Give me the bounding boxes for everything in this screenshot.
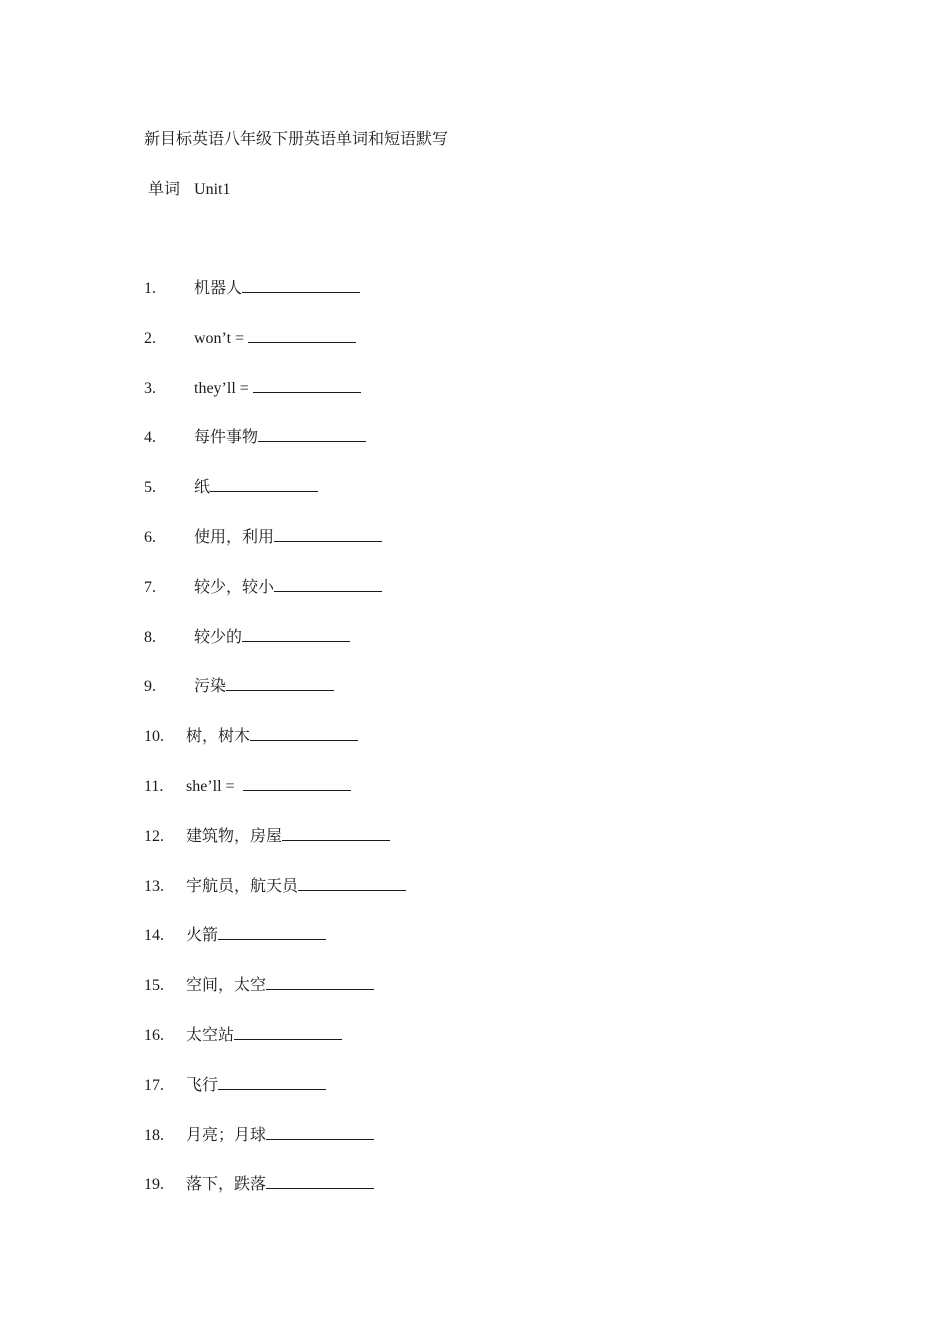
page-title: 新目标英语八年级下册英语单词和短语默写 <box>144 131 449 148</box>
list-item <box>144 1073 406 1123</box>
section-label: 单词 <box>148 181 181 198</box>
item-prompt: 太空站 <box>186 1026 235 1044</box>
item-prompt: 宇航员，航天员 <box>186 877 299 895</box>
answer-blank[interactable] <box>243 774 351 791</box>
answer-blank[interactable] <box>258 425 366 442</box>
answer-blank[interactable] <box>266 973 374 990</box>
answer-blank[interactable] <box>234 1023 342 1040</box>
item-prompt: 纸 <box>194 479 211 497</box>
answer-blank[interactable] <box>282 824 390 841</box>
item-prompt: 月亮；月球 <box>186 1126 267 1144</box>
vocabulary-list <box>144 276 406 1222</box>
item-number: 6. <box>144 528 156 546</box>
list-item <box>144 376 406 426</box>
item-prompt: 落下，跌落 <box>186 1176 267 1194</box>
list-item <box>144 475 406 525</box>
unit-label: Unit1 <box>194 181 231 198</box>
item-prompt: 较少的 <box>194 628 243 646</box>
item-number: 7. <box>144 578 156 596</box>
item-number: 12. <box>144 827 164 845</box>
item-number: 13. <box>144 877 164 895</box>
answer-blank[interactable] <box>242 276 360 293</box>
answer-blank[interactable] <box>298 874 406 891</box>
list-item <box>144 525 406 575</box>
answer-blank[interactable] <box>253 376 361 393</box>
item-prompt: 机器人 <box>194 280 243 297</box>
answer-blank[interactable] <box>242 625 350 642</box>
answer-blank[interactable] <box>266 1123 374 1140</box>
answer-blank[interactable] <box>266 1172 374 1189</box>
item-number: 4. <box>144 429 156 447</box>
list-item <box>144 1123 406 1173</box>
list-item <box>144 774 406 824</box>
item-number: 10. <box>144 728 164 746</box>
item-prompt: 污染 <box>194 678 227 696</box>
item-prompt: she’ll = <box>186 777 243 795</box>
section-heading <box>148 176 230 199</box>
item-number: 8. <box>144 628 156 646</box>
item-number: 5. <box>144 479 156 497</box>
item-prompt: they’ll = <box>194 379 253 397</box>
item-prompt: 较少，较小 <box>194 578 275 596</box>
answer-blank[interactable] <box>250 724 358 741</box>
list-item <box>144 1023 406 1073</box>
list-item <box>144 326 406 376</box>
item-number: 11. <box>144 777 164 795</box>
list-item <box>144 973 406 1023</box>
item-number: 2. <box>144 329 156 347</box>
list-item <box>144 575 406 625</box>
item-prompt: 火箭 <box>186 927 219 945</box>
list-item <box>144 625 406 675</box>
list-item <box>144 674 406 724</box>
answer-blank[interactable] <box>226 674 334 691</box>
answer-blank[interactable] <box>218 1073 326 1090</box>
list-item <box>144 824 406 874</box>
item-number: 1. <box>144 280 156 297</box>
item-prompt: 每件事物 <box>194 429 259 447</box>
item-prompt: won’t = <box>194 329 249 347</box>
item-prompt: 飞行 <box>186 1076 219 1094</box>
item-number: 18. <box>144 1126 164 1144</box>
list-item <box>144 1172 406 1222</box>
item-number: 14. <box>144 927 164 945</box>
list-item <box>144 276 406 326</box>
item-prompt: 建筑物，房屋 <box>186 827 283 845</box>
answer-blank[interactable] <box>210 475 318 492</box>
item-number: 9. <box>144 678 156 696</box>
answer-blank[interactable] <box>274 525 382 542</box>
item-number: 19. <box>144 1176 164 1194</box>
item-prompt: 使用，利用 <box>194 528 275 546</box>
list-item <box>144 874 406 924</box>
item-number: 3. <box>144 379 156 397</box>
item-prompt: 空间，太空 <box>186 977 267 995</box>
answer-blank[interactable] <box>248 326 356 343</box>
list-item <box>144 425 406 475</box>
list-item <box>144 923 406 973</box>
item-number: 15. <box>144 977 164 995</box>
item-number: 17. <box>144 1076 164 1094</box>
answer-blank[interactable] <box>274 575 382 592</box>
list-item <box>144 724 406 774</box>
item-number: 16. <box>144 1026 164 1044</box>
answer-blank[interactable] <box>218 923 326 940</box>
item-prompt: 树，树木 <box>186 728 251 746</box>
